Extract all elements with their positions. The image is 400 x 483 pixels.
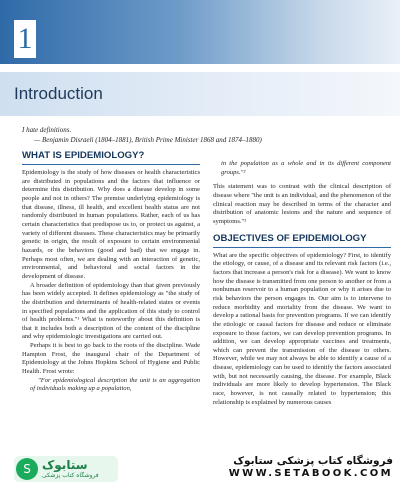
paragraph: A broader definition of epidemiology than that given previously has been widely accepted. It defines epidemiology as "the study of the distribution and determinants of health-related states or events in specified populations and the application of this study to control of health problems."¹ What is noteworthy about this definition is that it includes both a description of the content of the discipline and why epidemiologic investigations are carried out.: [22, 281, 200, 341]
left-column: [22, 150, 200, 394]
logo-subtitle: فروشگاه کتاب پزشکی: [42, 472, 99, 479]
paragraph: Epidemiology is the study of how diseases or health characteristics are distributed in populations and the factors that influence or determine this distribution. Why does a disease develop in some people and not in others? The premise underlying epidemiology is that disease, illness, ill health, and excellent health status are not randomly distributed in human populations. Rather, each of us has certain characteristics that predispose us to, or protect us against, a variety of different diseases. These characteristics may be primarily genetic in origin, the result of exposure to certain environmental hazards, or the behaviors (good and bad) that we engage in. Perhaps most often, we are dealing with an interaction of genetic, environmental, and behavioral and social factors in the development of disease.: [22, 169, 200, 280]
paragraph: What are the specific objectives of epidemiology? First, to identify the etiology, or cause, of a disease and its relevant risk factors (i.e., factors that increase a person's risk for a disease). We want to know how the disease is transmitted from one person to another or from a nonhuman reservoir to a human population or why it arises due to risk behaviors the person engages in. Our aim is to intervene to reduce morbidity and mortality from the disease. We want to develop a rational basis for prevention programs. If we can identify the etiologic or causal factors for disease and reduce or eliminate exposure to those factors, we can develop prevention programs. In addition, we can develop appropriate vaccines and treatments, which can prevent the transmission of the disease to others. However, while we may not always be able to identify a cause of a disease, epidemiology can be used to identify the factors associated with, but not necessarily causing, the disease. For example, Black individuals are more likely to develop hypertension. The Black race, however, is not causally related to hypertension; this relationship is explained by numerous causes: [213, 251, 391, 406]
store-url-link[interactable]: WWW.SETABOOK.COM: [228, 468, 393, 479]
block-quote-continued: in the population as a whole and in its different component groups."²: [221, 160, 391, 176]
section-heading-what-is-epidemiology: WHAT IS EPIDEMIOLOGY?: [22, 150, 200, 165]
chapter-header-band: [0, 0, 400, 64]
chapter-number: 1: [14, 20, 36, 58]
logo-text: ستابوک: [42, 458, 88, 472]
epigraph: [22, 125, 382, 145]
chapter-title: Introduction: [14, 84, 103, 103]
paragraph: This statement was to contrast with the clinical description of disease where "the unit is an individual, and the phenomenon of the clinical reaction may be described in terms of the character and distribution of anatomic lesions and the nature and sequence of symptoms."²: [213, 183, 391, 225]
logo-mark-icon: S: [16, 458, 38, 480]
store-name: فروشگاه کتاب پزشکی ستابوک: [233, 455, 393, 467]
block-quote: "For epidemiological description the unit is an aggregation of individuals making up a population,: [30, 376, 200, 393]
section-heading-objectives: OBJECTIVES OF EPIDEMIOLOGY: [213, 233, 391, 248]
paragraph: Perhaps it is best to go back to the roots of the discipline. Wade Hampton Frost, the inaugural chair of the Department of Epidemiology at the Johns Hopkins School of Hygiene and Public Health. Frost wrote:: [22, 342, 200, 376]
epigraph-attribution: — Benjamin Disraeli (1804–1881), British Prime Minister 1868 and 1874–1880): [34, 136, 262, 144]
right-column: [213, 160, 391, 407]
epigraph-quote: I hate definitions.: [22, 126, 72, 134]
